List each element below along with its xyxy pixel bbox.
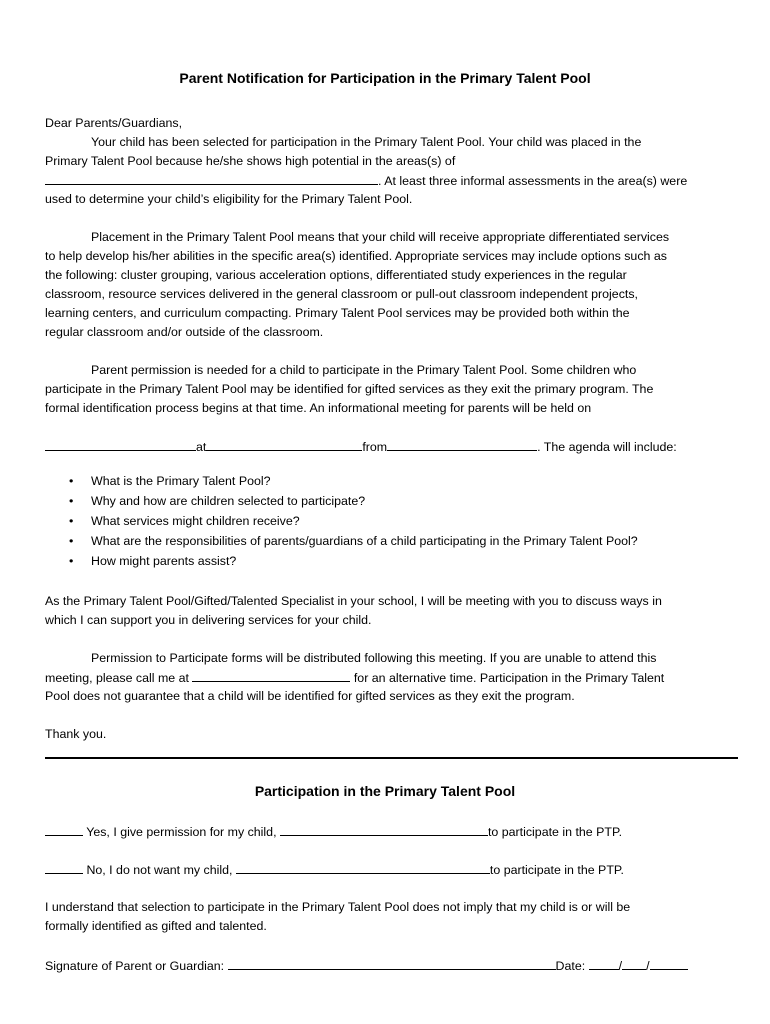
paragraph-2-line: regular classroom and/or outside of the classroom. [45,325,324,339]
meeting-place-blank[interactable] [206,437,362,451]
paragraph-5-line: Pool does not guarantee that a child will be identified for gifted services as they exit the program. [45,689,575,703]
meeting-details-line: at from . The agenda will include: [45,437,745,457]
paragraph-4-line: As the Primary Talent Pool/Gifted/Talented Specialist in your school, I will be meeting with you to discuss ways in [45,594,662,608]
agenda-item: • What is the Primary Talent Pool? [45,472,638,492]
agenda-list [45,472,638,572]
paragraph-1-line: used to determine your child’s eligibility for the Primary Talent Pool. [45,192,413,206]
notice-title: Parent Notification for Participation in the Primary Talent Pool [179,70,591,86]
areas-blank-line[interactable] [45,171,378,185]
signature-blank[interactable] [228,956,556,970]
date-day-blank[interactable] [622,956,646,970]
paragraph-2-line: classroom, resource services delivered in the general classroom or pull-out classroom independent projects, [45,287,638,301]
bullet-icon: • [69,514,74,528]
yes-checkbox-blank[interactable] [45,822,83,836]
meeting-time-blank[interactable] [387,437,537,451]
paragraph-3-line: formal identification process begins at that time. An informational meeting for parents will be held on [45,401,592,415]
paragraph-2-line: learning centers, and curriculum compacting. Primary Talent Pool services may be provided both within the [45,306,630,320]
date-month-blank[interactable] [589,956,619,970]
understand-line: I understand that selection to participate in the Primary Talent Pool does not imply that my child is or will be [45,900,631,914]
agenda-item: • What are the responsibilities of parents/guardians of a child participating in the Primary Talent Pool? [45,532,638,552]
no-child-name-blank[interactable] [236,860,490,874]
paragraph-2-line: to help develop his/her abilities in the specific area(s) identified. Appropriate services may include options such as [45,249,667,263]
paragraph-1-line: . At least three informal assessments in the area(s) were [45,171,745,191]
no-permission-line: No, I do not want my child, to participate in the PTP. [45,860,745,880]
meeting-date-blank[interactable] [45,437,196,451]
paragraph-1-line: Your child has been selected for participation in the Primary Talent Pool. Your child was placed in the [91,135,642,149]
understand-line: formally identified as gifted and talented. [45,919,267,933]
bullet-icon: • [69,554,74,568]
paragraph-2-line: the following: cluster grouping, various acceleration options, differentiated study experiences in the regular [45,268,627,282]
date-year-blank[interactable] [650,956,688,970]
paragraph-1-line: Primary Talent Pool because he/she shows high potential in the areas(s) of [45,154,456,168]
bullet-icon: • [69,474,74,488]
no-checkbox-blank[interactable] [45,860,83,874]
section-divider [45,757,738,759]
paragraph-3-line: Parent permission is needed for a child to participate in the Primary Talent Pool. Some children who [91,363,637,377]
paragraph-2-line: Placement in the Primary Talent Pool means that your child will receive appropriate differentiated services [91,230,670,244]
agenda-item: • Why and how are children selected to participate? [45,492,638,512]
bullet-icon: • [69,534,74,548]
paragraph-5-line: meeting, please call me at for an alternative time. Participation in the Primary Talent [45,668,745,688]
form-title: Participation in the Primary Talent Pool [254,783,516,799]
yes-child-name-blank[interactable] [280,822,488,836]
yes-permission-line: Yes, I give permission for my child, to participate in the PTP. [45,822,745,842]
bullet-icon: • [69,494,74,508]
signature-line: Signature of Parent or Guardian: Date: / / [45,956,745,976]
agenda-item: • What services might children receive? [45,512,638,532]
salutation: Dear Parents/Guardians, [45,116,183,130]
paragraph-3-line: participate in the Primary Talent Pool may be identified for gifted services as they exit the primary program. The [45,382,654,396]
paragraph-4-line: which I can support you in delivering services for your child. [45,613,372,627]
paragraph-5-line: Permission to Participate forms will be distributed following this meeting. If you are unable to attend this [91,651,657,665]
agenda-item: • How might parents assist? [45,552,638,572]
phone-blank-line[interactable] [192,668,350,682]
closing: Thank you. [45,727,107,741]
